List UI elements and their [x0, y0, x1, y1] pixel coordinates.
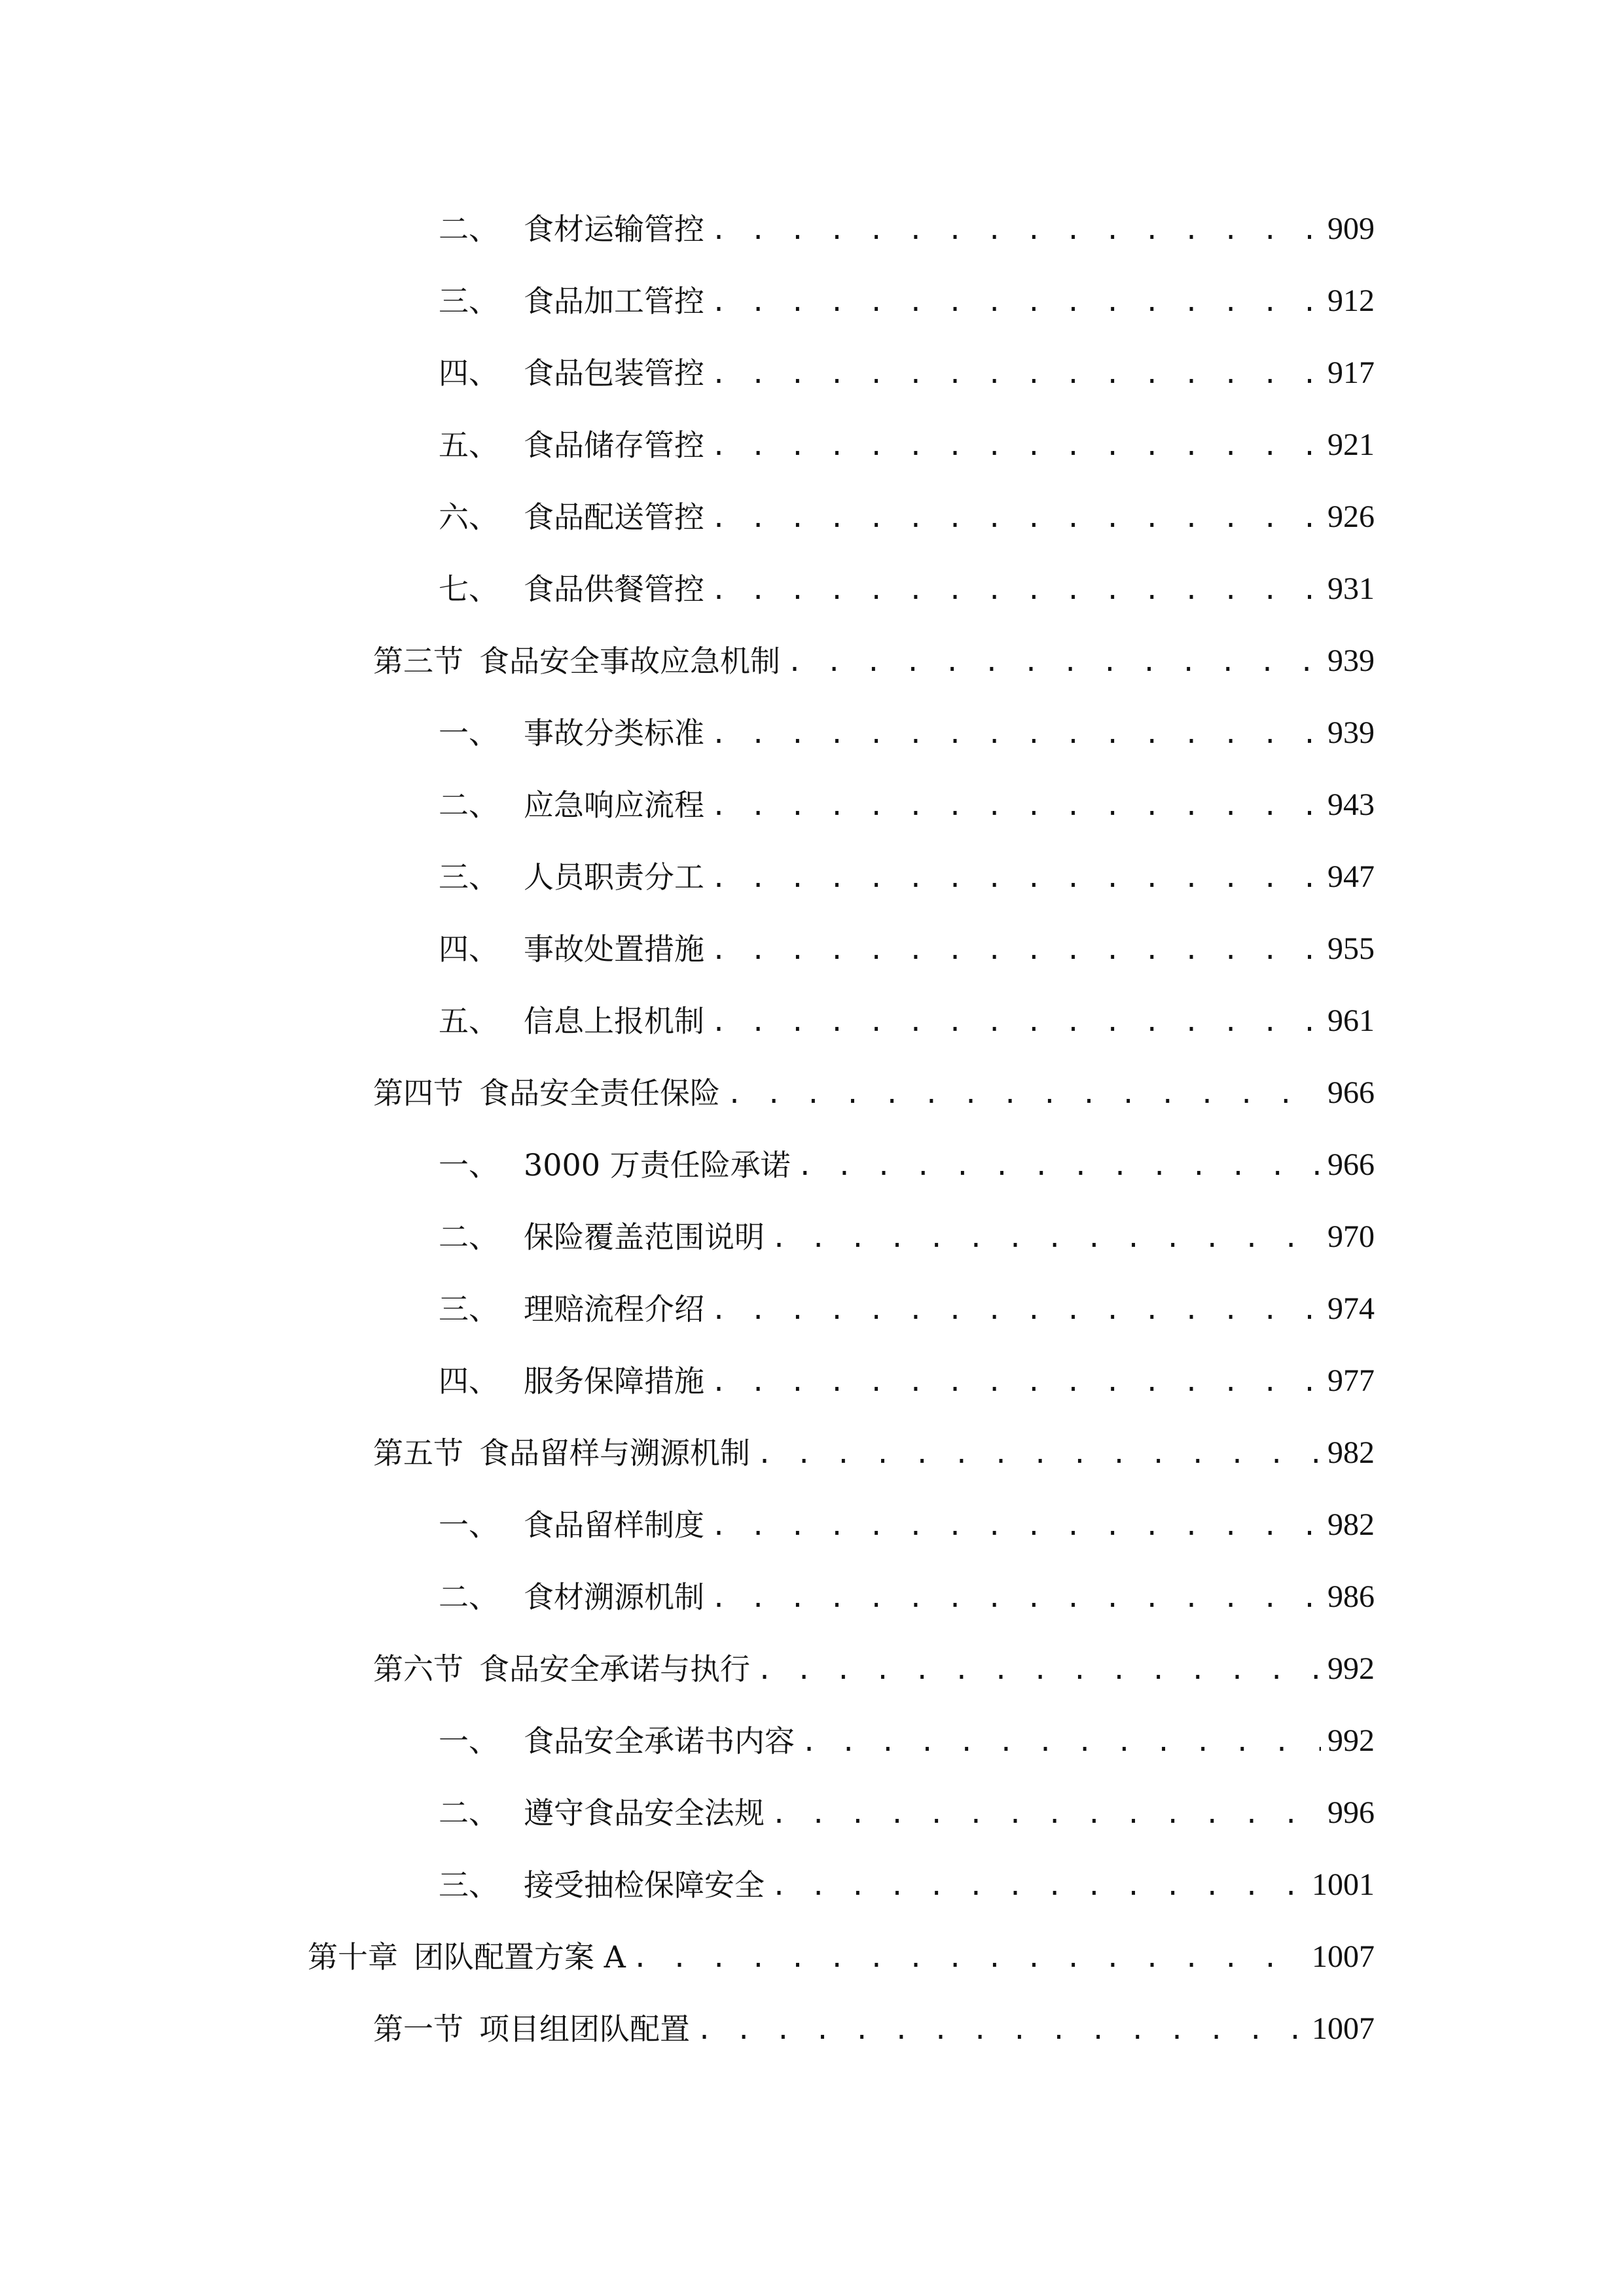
toc-entry-page-number: 1007	[1312, 1939, 1375, 1974]
dot-leader	[696, 2003, 1305, 2055]
toc-entry[interactable]	[439, 1859, 1375, 1911]
toc-entry-number: 第四节	[373, 1075, 463, 1111]
toc-entry-page-number: 992	[1327, 1651, 1375, 1686]
dot-leader	[711, 1283, 1321, 1335]
toc-entry-page-number: 986	[1327, 1579, 1375, 1614]
toc-section-entry[interactable]	[373, 1067, 1375, 1119]
toc-entry-number: 二、	[439, 787, 499, 823]
toc-entry-number: 二、	[439, 211, 499, 247]
toc-entry-title: 团队配置方案 A	[414, 1939, 626, 1975]
toc-entry-page-number: 992	[1327, 1723, 1375, 1758]
dot-leader	[757, 1643, 1321, 1695]
toc-entry-title: 事故分类标准	[524, 715, 704, 751]
toc-entry-title: 食品供餐管控	[524, 571, 704, 607]
toc-entry-page-number: 982	[1327, 1435, 1375, 1470]
toc-entry[interactable]	[439, 203, 1375, 255]
toc-entry[interactable]	[439, 563, 1375, 615]
toc-entry-number: 五、	[439, 427, 499, 463]
toc-entry[interactable]	[439, 1283, 1375, 1335]
toc-entry-number: 四、	[439, 1363, 499, 1399]
toc-section-entry[interactable]	[373, 1427, 1375, 1479]
toc-entry[interactable]	[439, 1715, 1375, 1767]
toc-entry-page-number: 974	[1327, 1291, 1375, 1326]
dot-leader	[787, 635, 1321, 687]
dot-leader	[711, 923, 1321, 975]
toc-entry-page-number: 961	[1327, 1003, 1375, 1038]
toc-entry-title: 食品配送管控	[524, 499, 704, 535]
toc-entry-page-number: 970	[1327, 1219, 1375, 1254]
toc-entry-title: 食品安全承诺书内容	[524, 1723, 795, 1759]
toc-entry-title: 项目组团队配置	[479, 2011, 690, 2047]
toc-section-entry[interactable]	[373, 1643, 1375, 1695]
toc-entry-title: 人员职责分工	[524, 859, 704, 895]
dot-leader	[711, 1355, 1321, 1407]
toc-entry-title: 3000 万责任险承诺	[524, 1147, 791, 1183]
dot-leader	[771, 1859, 1305, 1911]
toc-entry-title: 应急响应流程	[524, 787, 704, 823]
dot-leader	[711, 1571, 1321, 1623]
toc-entry[interactable]	[439, 923, 1375, 975]
toc-entry-number: 七、	[439, 571, 499, 607]
toc-entry[interactable]	[439, 1787, 1375, 1839]
toc-entry[interactable]	[439, 1211, 1375, 1263]
toc-entry[interactable]	[439, 1571, 1375, 1623]
toc-entry-number: 第五节	[373, 1435, 463, 1471]
toc-entry-title: 食品留样制度	[524, 1507, 704, 1543]
toc-entry[interactable]	[439, 1139, 1375, 1191]
toc-entry-number: 三、	[439, 1291, 499, 1327]
toc-entry-title: 食材溯源机制	[524, 1579, 704, 1615]
toc-entry[interactable]	[439, 491, 1375, 543]
toc-entry-number: 三、	[439, 1867, 499, 1903]
toc-entry-title: 保险覆盖范围说明	[524, 1219, 765, 1255]
toc-entry-number: 一、	[439, 1507, 499, 1543]
toc-entry-title: 食品包装管控	[524, 355, 704, 391]
toc-entry[interactable]	[439, 995, 1375, 1047]
toc-entry-page-number: 912	[1327, 283, 1375, 318]
dot-leader	[757, 1427, 1321, 1479]
toc-entry-number: 四、	[439, 355, 499, 391]
toc-entry[interactable]	[439, 419, 1375, 471]
toc-entry-title: 接受抽检保障安全	[524, 1867, 765, 1903]
toc-section-entry[interactable]	[373, 635, 1375, 687]
dot-leader	[711, 275, 1321, 327]
dot-leader	[711, 779, 1321, 831]
toc-entry-page-number: 1001	[1312, 1867, 1375, 1902]
dot-leader	[711, 419, 1321, 471]
toc-entry-number: 第一节	[373, 2011, 463, 2047]
toc-entry-page-number: 977	[1327, 1363, 1375, 1398]
dot-leader	[711, 203, 1321, 255]
toc-entry-page-number: 1007	[1312, 2011, 1375, 2046]
dot-leader	[632, 1931, 1305, 1983]
toc-entry[interactable]	[439, 707, 1375, 759]
toc-entry-number: 二、	[439, 1579, 499, 1615]
toc-entry-page-number: 943	[1327, 787, 1375, 822]
toc-entry-title: 信息上报机制	[524, 1003, 704, 1039]
toc-entry-title: 食品安全责任保险	[479, 1075, 720, 1111]
dot-leader	[797, 1139, 1321, 1191]
toc-entry-title: 遵守食品安全法规	[524, 1795, 765, 1831]
toc-entry-title: 食材运输管控	[524, 211, 704, 247]
toc-entry-title: 食品安全事故应急机制	[479, 643, 780, 679]
dot-leader	[711, 491, 1321, 543]
toc-entry[interactable]	[439, 1355, 1375, 1407]
toc-entry-page-number: 996	[1327, 1795, 1375, 1830]
toc-entry-page-number: 955	[1327, 931, 1375, 966]
toc-entry-page-number: 939	[1327, 715, 1375, 750]
toc-entry-number: 二、	[439, 1795, 499, 1831]
toc-entry[interactable]	[439, 1499, 1375, 1551]
toc-entry-page-number: 931	[1327, 571, 1375, 606]
toc-entry-number: 一、	[439, 715, 499, 751]
toc-entry-title: 理赔流程介绍	[524, 1291, 704, 1327]
toc-entry-page-number: 909	[1327, 211, 1375, 246]
toc-entry[interactable]	[439, 347, 1375, 399]
toc-entry-title: 食品加工管控	[524, 283, 704, 319]
dot-leader	[711, 347, 1321, 399]
dot-leader	[771, 1211, 1321, 1263]
toc-entry-page-number: 982	[1327, 1507, 1375, 1542]
toc-entry-number: 三、	[439, 859, 499, 895]
dot-leader	[711, 851, 1321, 903]
toc-entry-number: 四、	[439, 931, 499, 967]
toc-entry-page-number: 917	[1327, 355, 1375, 390]
dot-leader	[771, 1787, 1321, 1839]
toc-entry-title: 食品留样与溯源机制	[479, 1435, 750, 1471]
toc-entry-page-number: 939	[1327, 643, 1375, 678]
toc-entry-number: 一、	[439, 1147, 499, 1183]
toc-entry-number: 五、	[439, 1003, 499, 1039]
toc-entry-title: 服务保障措施	[524, 1363, 704, 1399]
toc-entry-number: 第三节	[373, 643, 463, 679]
toc-entry-title: 事故处置措施	[524, 931, 704, 967]
toc-chapter-entry[interactable]	[308, 1931, 1375, 1983]
dot-leader	[711, 1499, 1321, 1551]
dot-leader	[711, 563, 1321, 615]
toc-entry-page-number: 966	[1327, 1075, 1375, 1110]
toc-entry-number: 三、	[439, 283, 499, 319]
toc-entry[interactable]	[439, 779, 1375, 831]
toc-entry-number: 第十章	[308, 1939, 398, 1975]
toc-entry-title: 食品安全承诺与执行	[479, 1651, 750, 1687]
toc-entry-page-number: 947	[1327, 859, 1375, 894]
toc-entry-number: 一、	[439, 1723, 499, 1759]
toc-section-entry[interactable]	[373, 2003, 1375, 2055]
dot-leader	[727, 1067, 1321, 1119]
dot-leader	[711, 707, 1321, 759]
toc-entry-number: 第六节	[373, 1651, 463, 1687]
toc-entry-page-number: 966	[1327, 1147, 1375, 1182]
toc-entry[interactable]	[439, 275, 1375, 327]
toc-entry-number: 六、	[439, 499, 499, 535]
dot-leader	[801, 1715, 1321, 1767]
toc-entry-page-number: 921	[1327, 427, 1375, 462]
toc-entry-title: 食品储存管控	[524, 427, 704, 463]
dot-leader	[711, 995, 1321, 1047]
toc-entry-page-number: 926	[1327, 499, 1375, 534]
toc-entry-number: 二、	[439, 1219, 499, 1255]
toc-entry[interactable]	[439, 851, 1375, 903]
